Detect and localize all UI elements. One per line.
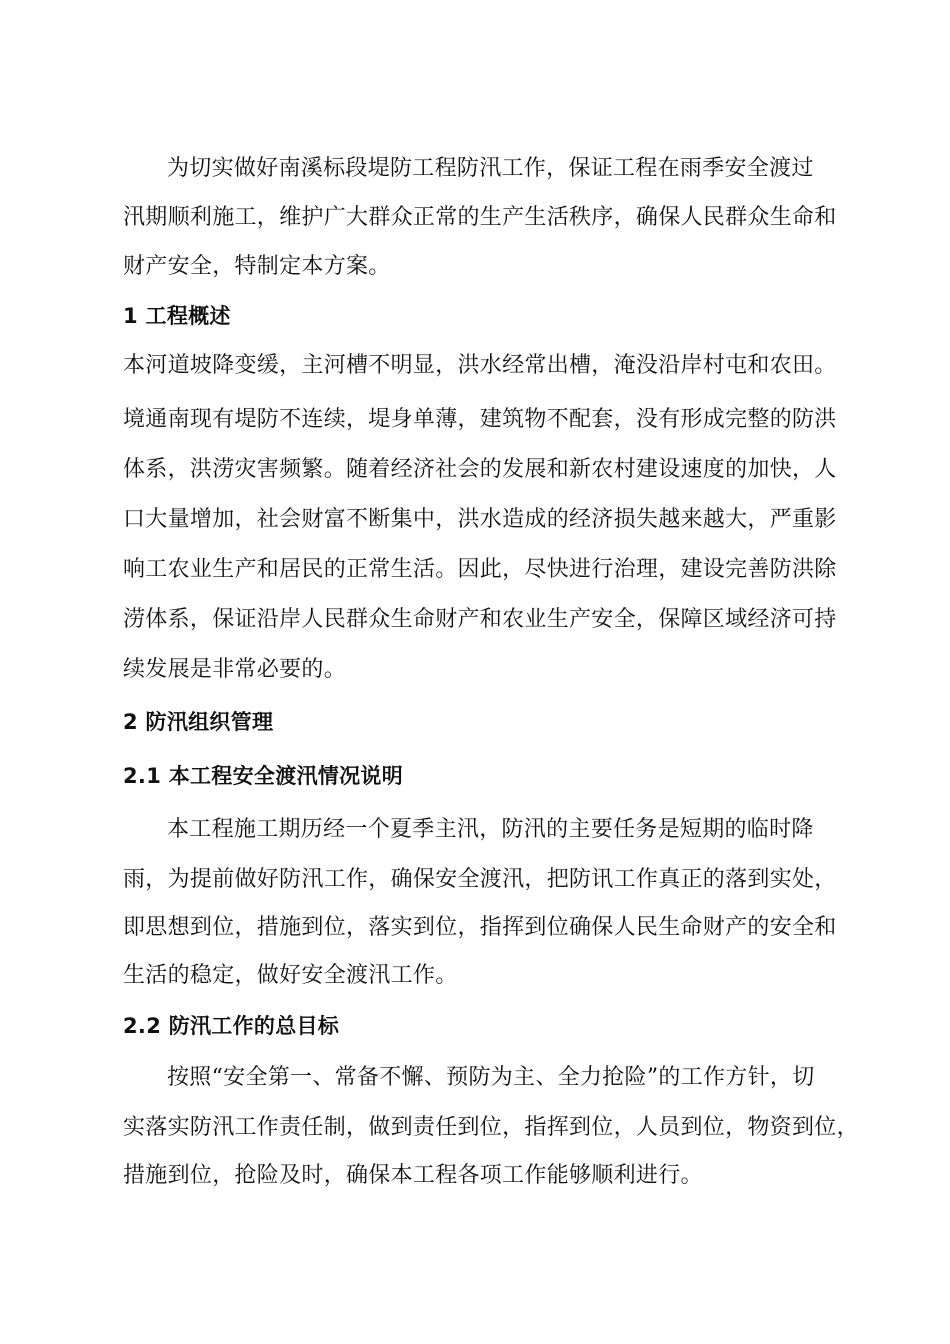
section-1-heading: 1 工程概述 xyxy=(123,304,231,328)
section-2-1-line-1: 本工程施工期历经一个夏季主汛，防汛的主要任务是短期的临时降 xyxy=(167,817,814,842)
intro-line-2: 汛期顺利施工，维护广大群众正常的生产生活秩序，确保人民群众生命和 xyxy=(123,205,837,230)
section-2-1-line-3: 即思想到位，措施到位，落实到位，指挥到位确保人民生命财产的安全和 xyxy=(123,915,837,940)
section-1-line-4: 口大量增加，社会财富不断集中，洪水造成的经济损失越来越大，严重影 xyxy=(123,507,837,532)
section-1-line-7: 续发展是非常必要的。 xyxy=(123,657,347,682)
intro-line-3: 财产安全，特制定本方案。 xyxy=(123,254,391,279)
section-1-line-1: 本河道坡降变缓，主河槽不明显，洪水经常出槽，淹没沿岸村屯和农田。 xyxy=(123,353,837,378)
section-1-line-3: 体系，洪涝灾害频繁。随着经济社会的发展和新农村建设速度的加快，人 xyxy=(123,457,837,482)
section-1-line-2: 境通南现有堤防不连续，堤身单薄，建筑物不配套，没有形成完整的防洪 xyxy=(123,407,837,432)
section-2-2-line-2: 实落实防汛工作责任制，做到责任到位，指挥到位，人员到位，物资到位， xyxy=(123,1115,859,1140)
section-2-2-heading: 2.2 防汛工作的总目标 xyxy=(123,1014,340,1038)
section-2-heading: 2 防汛组织管理 xyxy=(123,710,274,734)
section-2-2-line-3: 措施到位，抢险及时，确保本工程各项工作能够顺利进行。 xyxy=(123,1163,703,1188)
section-2-1-heading: 2.1 本工程安全渡汛情况说明 xyxy=(123,764,404,788)
section-2-1-line-2: 雨，为提前做好防汛工作，确保安全渡汛，把防讯工作真正的落到实处， xyxy=(123,867,837,892)
section-1-line-6: 涝体系，保证沿岸人民群众生命财产和农业生产安全，保障区域经济可持 xyxy=(123,607,837,632)
section-1-line-5: 响工农业生产和居民的正常生活。因此，尽快进行治理，建设完善防洪除 xyxy=(123,557,837,582)
intro-line-1: 为切实做好南溪标段堤防工程防汛工作，保证工程在雨季安全渡过 xyxy=(167,156,814,181)
section-2-1-line-4: 生活的稳定，做好安全渡汛工作。 xyxy=(123,963,458,988)
section-2-2-line-1: 按照“安全第一、常备不懈、预防为主、全力抢险”的工作方针，切 xyxy=(167,1065,815,1090)
